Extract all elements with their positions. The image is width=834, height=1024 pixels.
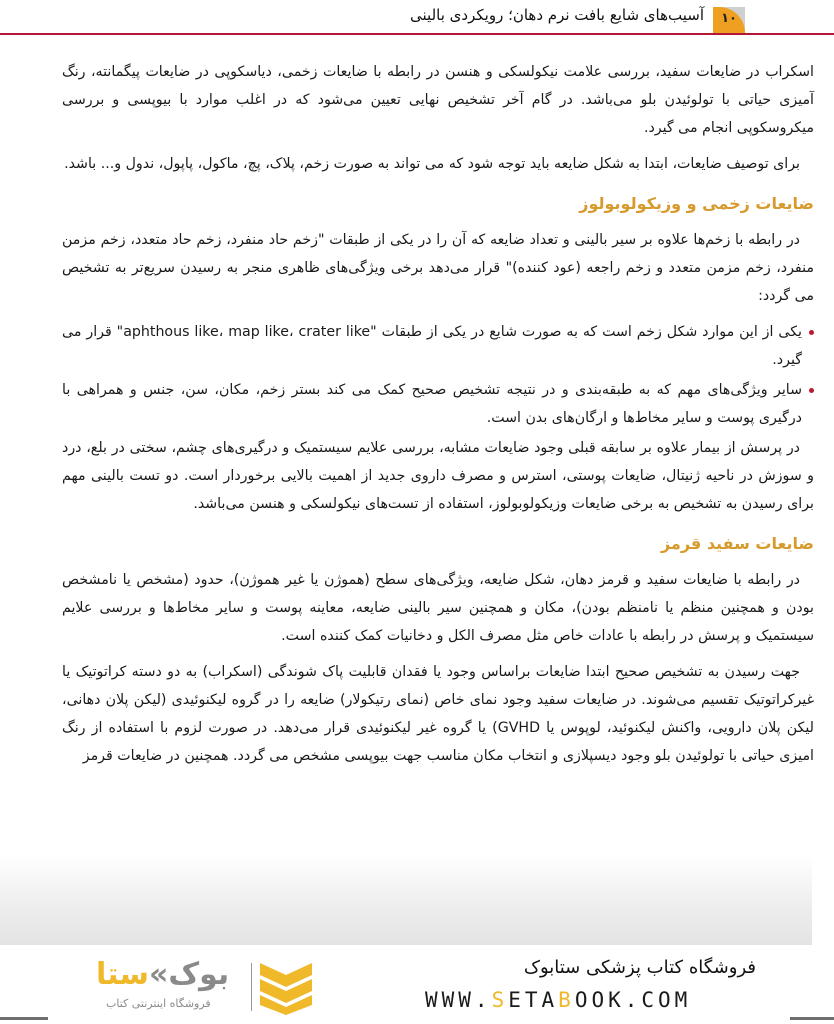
bottom-fade-overlay: [0, 855, 834, 950]
running-title: آسیب‌های شایع بافت نرم دهان؛ رویکردی بالینی: [410, 6, 704, 24]
section-heading-white-red: ضایعات سفید قرمز: [660, 534, 814, 553]
paragraph-1: اسکراب در ضایعات سفید، بررسی علامت نیکولسکی و هنسن در رابطه با ضایعات زخمی، دیاسکوپی در ضایعات پیگمانته، رنگ آمیزی حیاتی با تولوئیدن بلو می‌باشد. در گام آخر تشخیص نهایی تعیین می‌شود که در اغلب موارد با بیوپسی و بررسی میکروسکوپی انجام می گیرد.: [62, 64, 814, 136]
logo-tagline: فروشگاه اینترنتی کتاب: [106, 997, 211, 1010]
page-number-badge: [713, 7, 745, 33]
bullet-text: یکی از این موارد شکل زخم است که به صورت شایع در یکی از طبقات "aphthous like، map like، crater like" قرار می گیرد.: [62, 324, 802, 368]
paragraph-5: در رابطه با ضایعات سفید و قرمز دهان، شکل ضایعه، ویژگی‌های سطح (هموژن یا غیر هموژن)، حدود (مشخص یا نامشخص بودن و همچنین منظم یا نامنظم بودن)، مکان و همچنین سیر بالینی ضایعه، معاینه پوست و سایر مخاط‌ها و بررسی علایم سیستمیک و پرسش در رابطه با عادات خاص مثل مصرف الکل و دخانیات کمک کننده است.: [62, 572, 814, 644]
bullet-dot-icon: [809, 330, 814, 335]
store-url[interactable]: WWW.SETABOOK.COM: [425, 988, 692, 1012]
paragraph-6: جهت رسیدن به تشخیص صحیح ابتدا ضایعات براساس وجود یا فقدان قابلیت پاک شوندگی (اسکراب) به دو دسته کراتوتیک یا غیرکراتوتیک تقسیم می‌شوند. در ضایعات سفید وجود نمای خاص (نمای رتیکولار) ضایعه را در گروه لیکنوئیدی (لیکن پلان دهانی، لیکن پلان دارویی، واکنش لیکنوئید، لوپوس یا GVHD) یا گروه غیر لیکنوئیدی قرار می‌دهد. در صورت لزوم با استفاده از رنگ امیزی حیاتی با تولوئیدن بلو وجود دیسپلازی و انتخاب مکان مناسب جهت بیوپسی مشخص می گردد. همچنین در ضایعات قرمز: [62, 664, 814, 764]
footer-rule-left: [0, 1017, 48, 1020]
footer-watermark: [0, 945, 834, 1024]
page-number: ۱۰: [721, 11, 737, 26]
bullet-dot-icon: [809, 388, 814, 393]
page-header: [0, 0, 834, 36]
logo-divider: [251, 963, 252, 1011]
section-heading-ulcerative: ضایعات زخمی و وزیکولوبولوز: [579, 194, 814, 213]
bullet-item: [62, 376, 814, 432]
page-body: [62, 58, 814, 778]
paragraph-4: در پرسش از بیمار علاوه بر سابقه قبلی وجود ضایعات مشابه، بررسی علایم سیستمیک و درگیری‌های چشم، سختی در بلع، درد و سوزش در ناحیه ژنیتال، ضایعات پوستی، استرس و مصرف داروی جدید از اهمیت بالایی برخوردار است. دو تست بالینی مهم برای رسیدن به تشخیص به برخی ضایعات وزیکولوبولوز، استفاده از تست‌های نیکولسکی و هنسن می‌باشد.: [62, 440, 814, 512]
footer-rule-right: [790, 1017, 834, 1020]
paragraph-3: در رابطه با زخم‌ها علاوه بر سیر بالینی و تعداد ضایعه که آن را در یکی از طبقات "زخم حاد منفرد، زخم حاد متعدد، زخم مزمن منفرد، زخم مزمن متعدد و زخم راجعه (عود کننده)" قرار می‌دهد برخی ویژگی‌های ظاهری منجر به رسیدن سریع‌تر به تشخیص می گردد:: [62, 232, 814, 304]
bullet-item: [62, 318, 814, 374]
bullet-text: سایر ویژگی‌های مهم که به طبقه‌بندی و در نتیجه تشخیص صحیح کمک می کند بستر زخم، مکان، سن، جنس و همراهی با درگیری پوست و سایر مخاط‌ها و ارگان‌های بدن است.: [62, 382, 802, 426]
setabook-logo[interactable]: [76, 955, 336, 1015]
header-rule: [0, 33, 834, 35]
fade-edge: [812, 855, 834, 950]
logo-wordmark: بوک»ستا: [96, 957, 230, 992]
store-name: فروشگاه کتاب پزشکی ستابوک: [523, 957, 756, 978]
chevron-logo-icon: [256, 959, 316, 1017]
paragraph-2: برای توصیف ضایعات، ابتدا به شکل ضایعه باید توجه شود که می تواند به صورت زخم، پلاک، پچ، ماکول، پاپول، ندول و... باشد.: [64, 156, 800, 172]
